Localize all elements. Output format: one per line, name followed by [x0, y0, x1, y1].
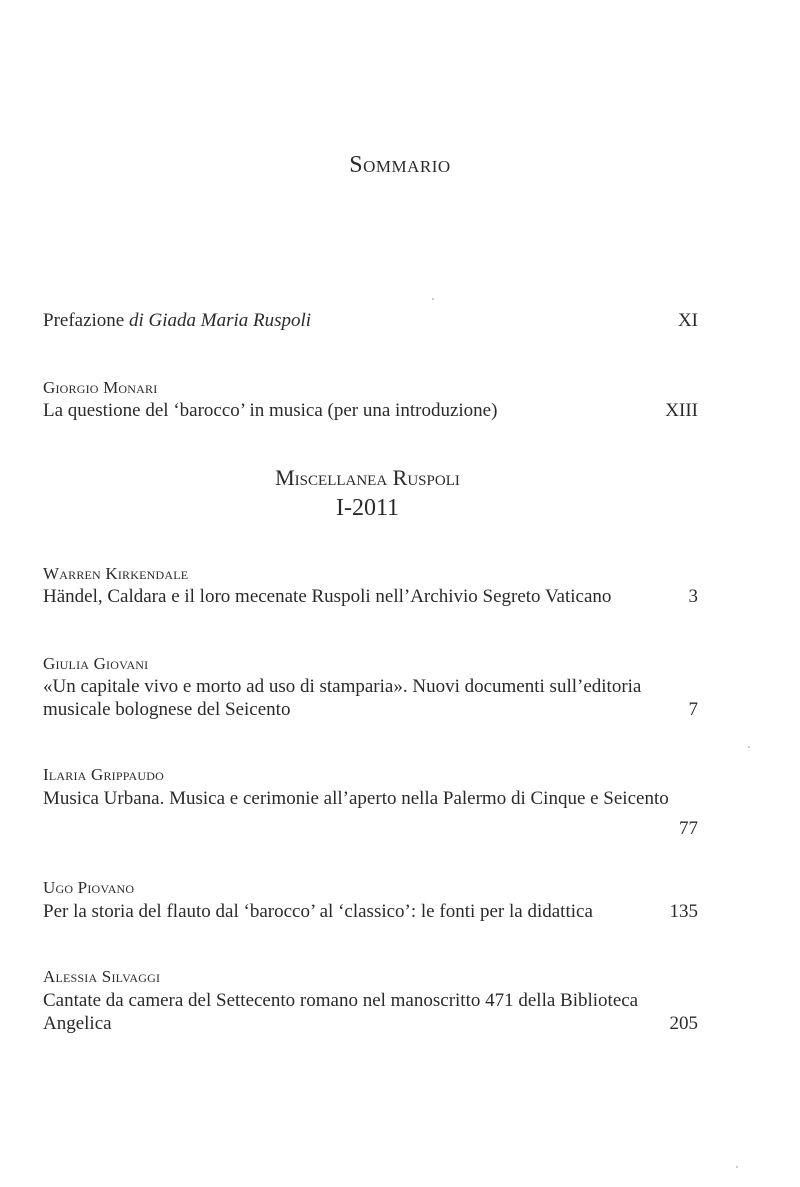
scan-speck — [736, 1166, 738, 1168]
entry-page-number: 205 — [669, 1013, 698, 1034]
entry-page-number: 77 — [679, 818, 698, 839]
entry-author: Giulia Giovani — [43, 654, 149, 673]
entry-author: Alessia Silvaggi — [43, 967, 161, 986]
intro-title: La questione del ‘barocco’ in musica (per una introduzione) — [43, 400, 498, 421]
entry-page-number: 135 — [669, 901, 698, 922]
intro-author: Giorgio Monari — [43, 378, 158, 397]
section-title: Miscellanea Ruspoli — [275, 465, 460, 490]
scan-speck — [432, 298, 434, 300]
preface-author: di Giada Maria Ruspoli — [128, 310, 312, 331]
section-subtitle: I-2011 — [335, 495, 400, 521]
entry-title-continued: Angelica — [43, 1013, 112, 1034]
entry-author: Warren Kirkendale — [43, 564, 189, 583]
page-title: Sommario — [349, 152, 451, 178]
entry-title-continued: musicale bolognese del Seicento — [43, 699, 291, 720]
entry-title: «Un capitale vivo e morto ad uso di stamparia». Nuovi documenti sull’editoria — [43, 676, 642, 697]
entry-author: Ugo Piovano — [43, 878, 135, 897]
intro-page-number: XIII — [665, 400, 698, 421]
scan-speck — [748, 746, 750, 748]
entry-title: Musica Urbana. Musica e cerimonie all’aperto nella Palermo di Cinque e Seicento — [43, 788, 669, 809]
entry-author: Ilaria Grippaudo — [43, 765, 164, 784]
entry-title: Händel, Caldara e il loro mecenate Ruspoli nell’Archivio Segreto Vaticano — [43, 586, 612, 607]
entry-page-number: 3 — [688, 586, 698, 607]
entry-page-number: 7 — [688, 699, 698, 720]
preface-page-number: XI — [677, 310, 698, 331]
preface-label: Prefazione — [43, 310, 125, 331]
entry-title: Per la storia del flauto dal ‘barocco’ al ‘classico’: le fonti per la didattica — [43, 901, 593, 922]
preface-entry — [43, 310, 311, 332]
entry-title: Cantate da camera del Settecento romano nel manoscritto 471 della Biblioteca — [43, 990, 639, 1011]
